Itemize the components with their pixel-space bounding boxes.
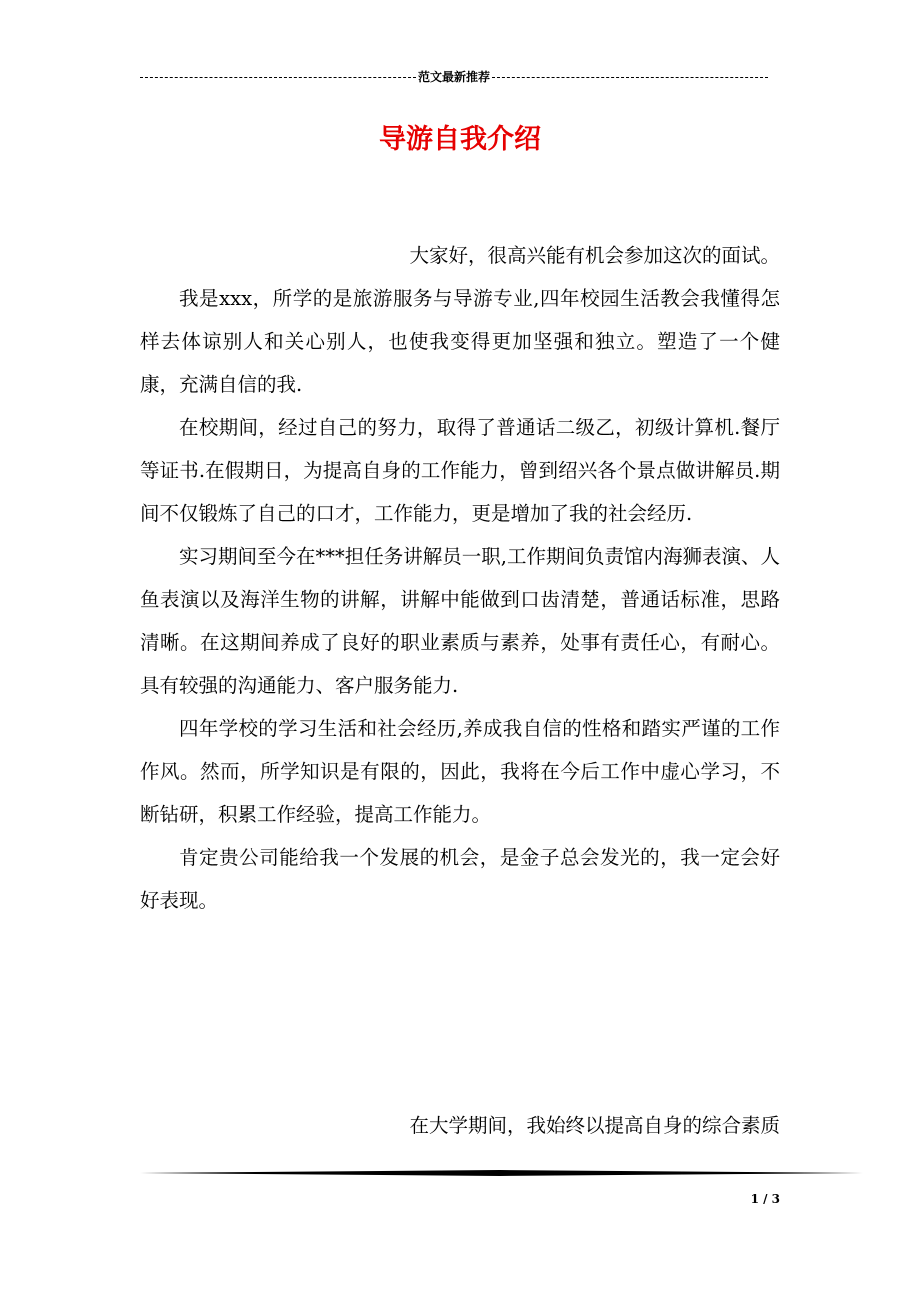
header-dash-right	[492, 77, 768, 78]
header-label: 范文最新推荐	[418, 70, 491, 84]
document-title: 导游自我介绍	[379, 124, 541, 155]
document-body	[140, 234, 780, 922]
header-dash-left	[140, 77, 416, 78]
paragraph-4: 四年学校的学习生活和社会经历,养成我自信的性格和踏实严谨的工作作风。然而，所学知识是有限的，因此，我将在今后工作中虚心学习，不断钻研，积累工作经验，提高工作能力。	[140, 717, 780, 826]
paragraph-2: 在校期间，经过自己的努力，取得了普通话二级乙，初级计算机.餐厅等证书.在假期日，为提高自身的工作能力，曾到绍兴各个景点做讲解员.期间不仅锻炼了自己的口才，工作能力，更是增加了我的社会经历.	[140, 416, 780, 525]
page-header	[140, 70, 768, 84]
trailing-line: 在大学期间，我始终以提高自身的综合素质	[409, 1114, 780, 1137]
footer-rule	[140, 1170, 863, 1176]
page-number: 1 / 3	[750, 1192, 780, 1206]
greeting-line: 大家好，很高兴能有机会参加这次的面试。	[409, 244, 780, 267]
paragraph-5: 肯定贵公司能给我一个发展的机会，是金子总会发光的，我一定会好好表现。	[140, 846, 780, 912]
paragraph-3: 实习期间至今在***担任务讲解员一职,工作期间负责馆内海狮表演、人鱼表演以及海洋生物的讲解，讲解中能做到口齿清楚，普通话标准，思路清晰。在这期间养成了良好的职业素质与素养，处事有责任心，有耐心。具有较强的沟通能力、客户服务能力.	[140, 545, 780, 697]
paragraph-1: 我是xxx，所学的是旅游服务与导游专业,四年校园生活教会我懂得怎样去体谅别人和关心别人，也使我变得更加坚强和独立。塑造了一个健康，充满自信的我.	[140, 287, 780, 396]
